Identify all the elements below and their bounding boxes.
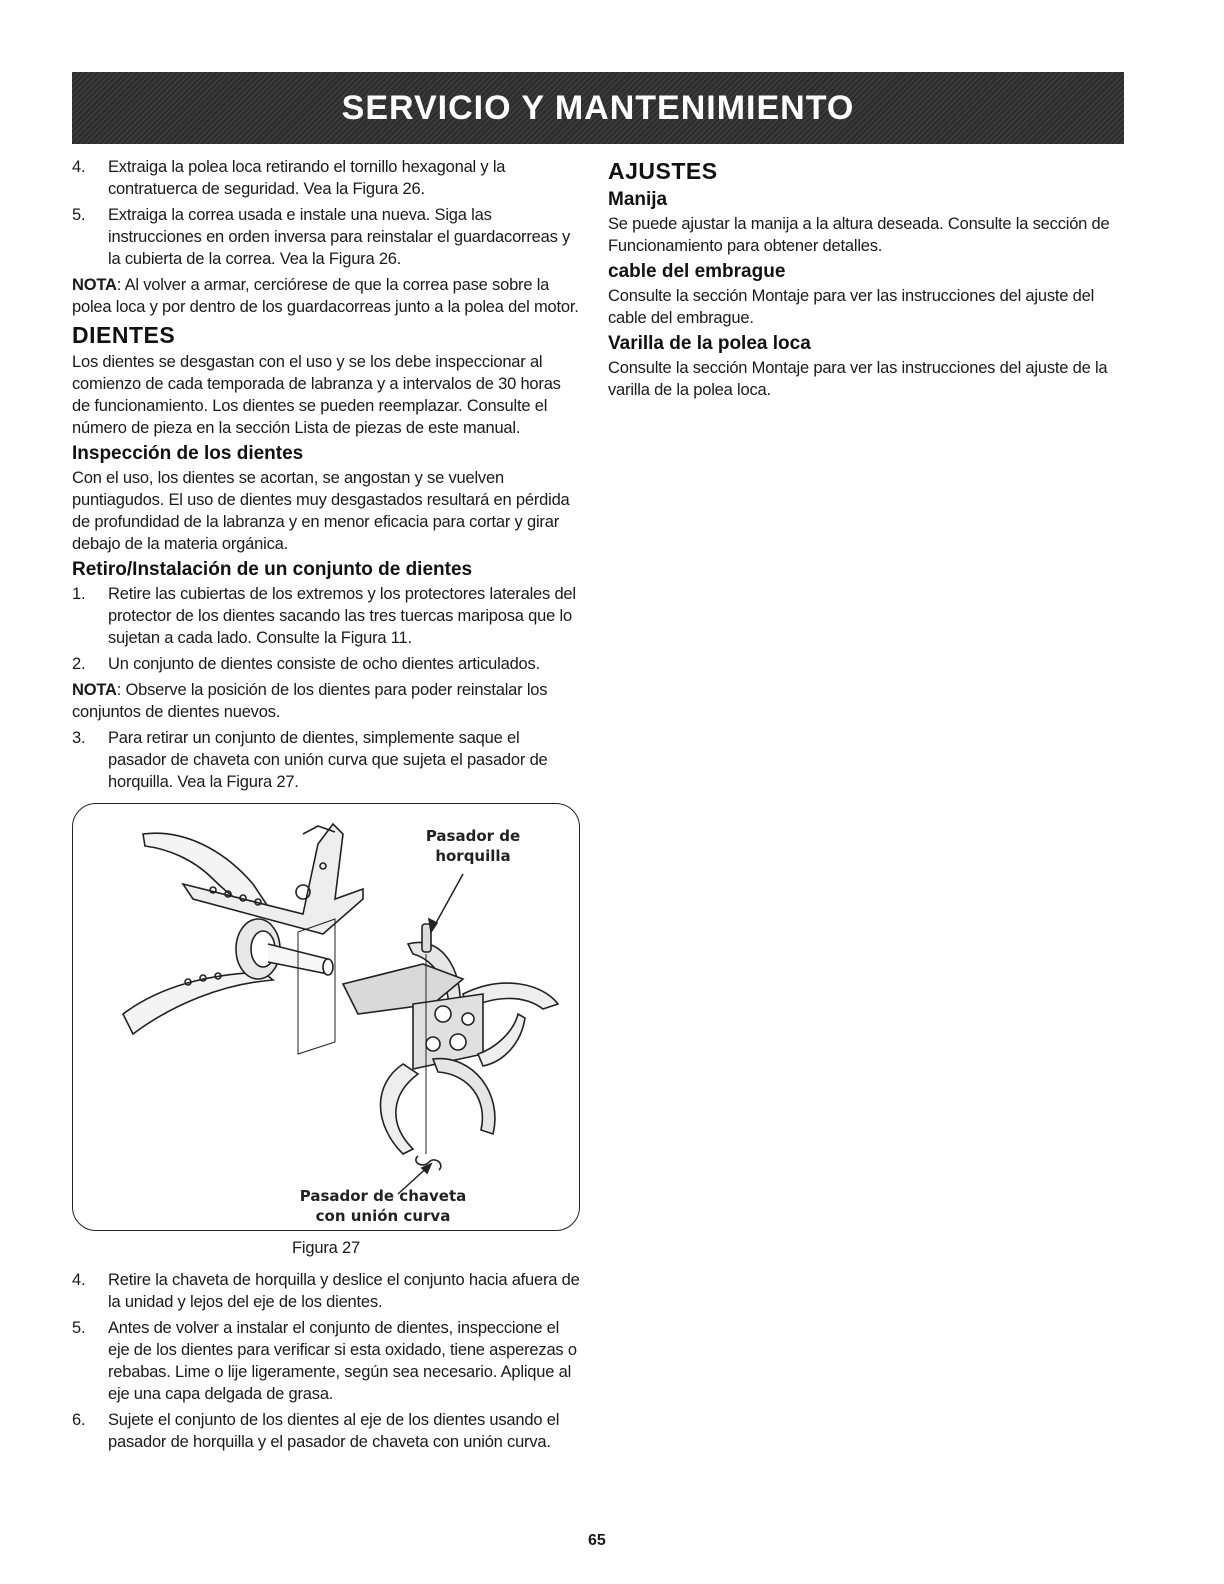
cable-heading: cable del embrague	[608, 261, 786, 282]
figure-27-tine-assembly	[72, 803, 580, 1231]
nota-note-2: NOTA: Observe la posición de los dientes para poder reinstalar los conjuntos de dientes nuevos.	[72, 681, 548, 721]
retiro-heading: Retiro/Instalación de un conjunto de dientes	[72, 559, 473, 580]
tine-illustration	[73, 804, 580, 1231]
retiro-steps-a	[72, 583, 582, 675]
manija-heading: Manija	[608, 189, 668, 210]
list-item: 2. Un conjunto de dientes consiste de ocho dientes articulados.	[72, 655, 540, 673]
section-title: SERVICIO Y MANTENIMIENTO	[341, 88, 855, 127]
dientes-text: Los dientes se desgastan con el uso y se los debe inspeccionar al comienzo de cada temporada de labranza y a intervalos de 30 horas de funcionamiento. Los dientes se pueden reemplazar. Consulte el número de pieza en la sección Lista de piezas de este manual.	[72, 353, 561, 437]
figure-caption: Figura 27	[292, 1239, 360, 1257]
cable-text: Consulte la sección Montaje para ver las instrucciones del ajuste del cable del embrague.	[608, 287, 1095, 327]
page-number: 65	[588, 1532, 606, 1549]
varilla-heading: Varilla de la polea loca	[608, 333, 811, 354]
list-item: 6. Sujete el conjunto de los dientes al eje de los dientes usando el pasador de horquilla y el pasador de chaveta con unión curva.	[72, 1411, 560, 1451]
list-item: 1. Retire las cubiertas de los extremos y los protectores laterales del protector de los dientes sacando las tres tuercas mariposa que lo sujetan a cada lado. Consulte la Figura 11.	[72, 585, 576, 647]
list-item: 5. Extraiga la correa usada e instale una nueva. Siga las instrucciones en orden inversa para reinstalar el guardacorreas y la cubierta de la correa. Vea la Figura 26.	[72, 206, 571, 268]
figure-label-bottom: Pasador de chaveta con unión curva	[299, 1187, 467, 1225]
intro-steps	[72, 156, 582, 270]
right-column	[608, 156, 1124, 405]
nota-note: NOTA: Al volver a armar, cerciórese de que la correa pase sobre la polea loca y por dentro de los guardacorreas junto a la polea del motor.	[72, 276, 579, 316]
list-item: 4. Extraiga la polea loca retirando el tornillo hexagonal y la contratuerca de seguridad. Vea la Figura 26.	[72, 158, 506, 198]
manija-text: Se puede ajustar la manija a la altura deseada. Consulte la sección de Funcionamiento para obtener detalles.	[608, 215, 1110, 255]
inspeccion-heading: Inspección de los dientes	[72, 443, 304, 464]
list-item: 4. Retire la chaveta de horquilla y deslice el conjunto hacia afuera de la unidad y lejos del eje de los dientes.	[72, 1271, 580, 1311]
retiro-steps-c	[72, 1269, 582, 1453]
list-item: 3. Para retirar un conjunto de dientes, simplemente saque el pasador de chaveta con unión curva que sujeta el pasador de horquilla. Vea la Figura 27.	[72, 729, 548, 791]
figure-label-top: Pasador de horquilla	[425, 827, 521, 865]
left-column	[72, 156, 582, 1457]
varilla-text: Consulte la sección Montaje para ver las instrucciones del ajuste de la varilla de la polea loca.	[608, 359, 1108, 399]
section-banner	[72, 72, 1124, 144]
ajustes-heading: AJUSTES	[608, 158, 718, 184]
inspeccion-text: Con el uso, los dientes se acortan, se angostan y se vuelven puntiagudos. El uso de dientes muy desgastados resultará en pérdida de profundidad de la labranza y en menor eficacia para cortar y girar debajo de la materia orgánica.	[72, 469, 570, 553]
retiro-steps-b	[72, 727, 582, 793]
dientes-heading: DIENTES	[72, 322, 176, 348]
list-item: 5. Antes de volver a instalar el conjunto de dientes, inspeccione el eje de los dientes para verificar si esta oxidado, tiene asperezas o rebabas. Lime o lije ligeramente, según sea necesario. Aplique al eje una capa delgada de grasa.	[72, 1319, 577, 1403]
